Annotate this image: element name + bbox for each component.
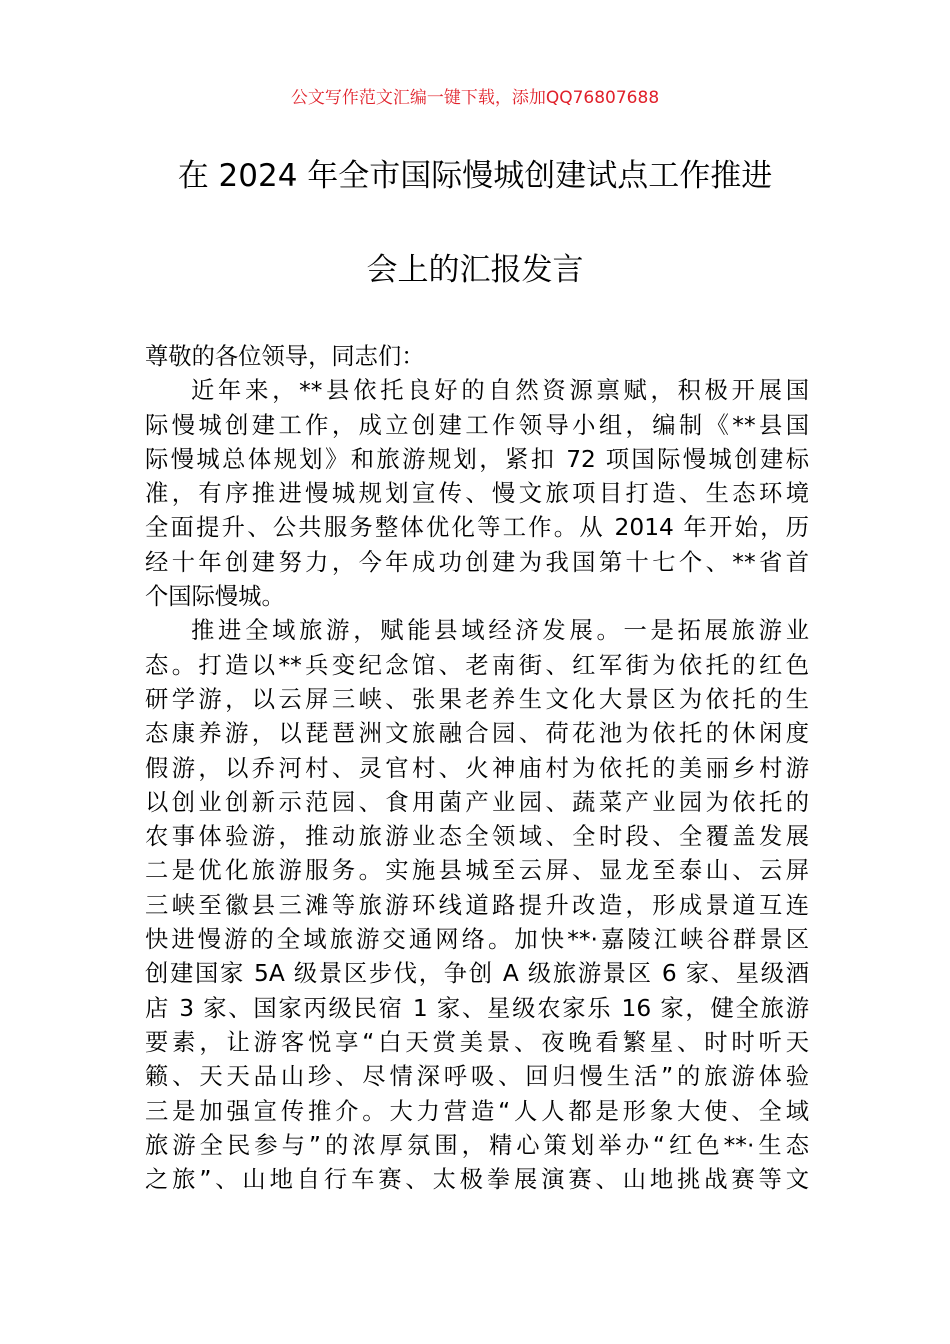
paragraph-1-line-5: 全面提升、公共服务整体优化等工作。从 2014 年开始，历 [145, 514, 809, 542]
paragraph-2-line-3: 研学游，以云屏三峡、张果老养生文化大景区为依托的生 [145, 685, 809, 713]
watermark-banner: 公文写作范文汇编一键下载，添加QQ76807688 [290, 88, 660, 108]
paragraph-1-line-6: 经十年创建努力，今年成功创建为我国第十七个、**省首 [145, 548, 809, 576]
paragraph-2-line-8: 二是优化旅游服务。实施县城至云屏、显龙至泰山、云屏 [145, 857, 809, 885]
paragraph-2-line-6: 以创业创新示范园、食用菌产业园、蔬菜产业园为依托的 [145, 788, 809, 816]
paragraph-2-line-14: 籁、天天品山珍、尽情深呼吸、回归慢生活”的旅游体验 [145, 1063, 809, 1091]
paragraph-2-line-11: 创建国家 5A 级景区步伐，争创 A 级旅游景区 6 家、星级酒 [145, 960, 809, 988]
paragraph-2-line-13: 要素，让游客悦享“白天赏美景、夜晚看繁星、时时听天 [145, 1028, 809, 1056]
document-title-line-1: 在 2024 年全市国际慢城创建试点工作推进 [177, 158, 773, 194]
paragraph-2-line-12: 店 3 家、国家丙级民宿 1 家、星级农家乐 16 家，健全旅游 [145, 994, 809, 1022]
paragraph-2-line-7: 农事体验游，推动旅游业态全领域、全时段、全覆盖发展 [145, 823, 809, 851]
paragraph-2-line-9: 三峡至徽县三滩等旅游环线道路提升改造，形成景道互连 [145, 891, 809, 919]
salutation: 尊敬的各位领导，同志们： [145, 343, 425, 370]
paragraph-1-line-7: 个国际慢城。 [145, 583, 285, 611]
paragraph-2-line-15: 三是加强宣传推介。大力营造“人人都是形象大使、全域 [145, 1097, 809, 1125]
paragraph-1-line-3: 际慢城总体规划》和旅游规划，紧扣 72 项国际慢城创建标 [145, 445, 809, 473]
document-body [145, 340, 809, 1197]
paragraph-2-line-17: 之旅”、山地自行车赛、太极拳展演赛、山地挑战赛等文 [145, 1166, 809, 1194]
paragraph-1-line-4: 准，有序推进慢城规划宣传、慢文旅项目打造、生态环境 [145, 480, 809, 508]
paragraph-1-line-2: 际慢城创建工作，成立创建工作领导小组，编制《**县国 [145, 411, 809, 439]
document-title-line-2: 会上的汇报发言 [366, 252, 584, 288]
paragraph-2-line-16: 旅游全民参与”的浓厚氛围，精心策划举办“红色**·生态 [145, 1131, 809, 1159]
paragraph-2-line-1: 推进全域旅游，赋能县域经济发展。一是拓展旅游业 [191, 617, 809, 645]
paragraph-2-line-4: 态康养游，以琵琶洲文旅融合园、荷花池为依托的休闲度 [145, 720, 809, 748]
paragraph-2-line-10: 快进慢游的全域旅游交通网络。加快**·嘉陵江峡谷群景区 [145, 926, 809, 954]
paragraph-2-line-5: 假游，以乔河村、灵官村、火神庙村为依托的美丽乡村游 [145, 754, 809, 782]
paragraph-1-line-1: 近年来，**县依托良好的自然资源禀赋，积极开展国 [191, 377, 809, 405]
paragraph-2-line-2: 态。打造以**兵变纪念馆、老南街、红军街为依托的红色 [145, 651, 809, 679]
